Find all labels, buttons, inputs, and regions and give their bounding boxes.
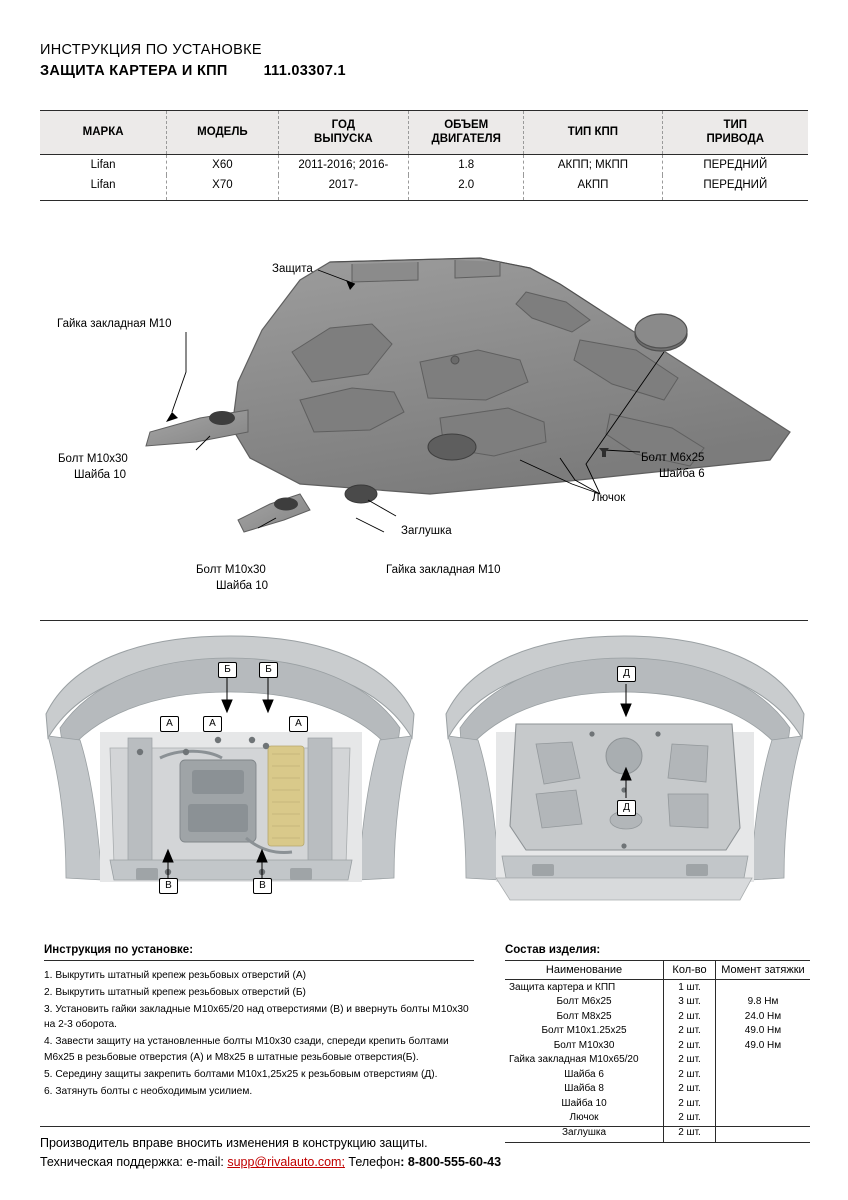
cell-torque: 49.0 Нм <box>715 1038 810 1053</box>
table-row <box>40 154 808 175</box>
cell-name: Защита картера и КПП <box>509 981 616 993</box>
cell-name: Заглушка <box>505 1125 664 1143</box>
cell-torque: 49.0 Нм <box>715 1024 810 1039</box>
list-item: 4. Завести защиту на установленные болты М10х30 сзади, спереди крепить болтами М6х25 в резьбовые отверстия (А) и М8х25 в штатные резьбовые отверстия(Б). <box>44 1036 449 1064</box>
label-plug: Заглушка <box>401 525 452 537</box>
installation-photos <box>0 628 848 928</box>
table-row <box>505 1053 810 1068</box>
table-row <box>505 1038 810 1053</box>
cell-qty: 2 шт. <box>664 1038 716 1053</box>
col-year: ГОД ВЫПУСКА <box>278 111 409 155</box>
instructions-title: Инструкция по установке: <box>44 944 194 956</box>
table-row <box>505 980 810 995</box>
footer-support <box>40 1153 810 1172</box>
cell-qty: 3 шт. <box>664 995 716 1010</box>
cell-qty: 2 шт. <box>664 1096 716 1111</box>
cell-engine: 2.0 <box>409 175 524 200</box>
callout-v-2: В <box>253 878 272 894</box>
divider-top <box>40 620 808 621</box>
document-header <box>40 42 810 79</box>
cell-qty: 1 шт. <box>664 980 716 995</box>
col-torque: Момент затяжки <box>715 961 810 980</box>
cell-model: X60 <box>167 154 278 175</box>
cell-drive: ПЕРЕДНИЙ <box>662 154 808 175</box>
cell-drive: ПЕРЕДНИЙ <box>662 175 808 200</box>
col-name: Наименование <box>505 961 664 980</box>
support-phone: 8-800-555-60-43 <box>407 1155 502 1170</box>
cell-name: Болт М10х1.25х25 <box>541 1025 627 1036</box>
table-row <box>505 995 810 1010</box>
cell-qty: 2 шт. <box>664 1009 716 1024</box>
instruction-title: ИНСТРУКЦИЯ ПО УСТАНОВКЕ <box>40 42 262 58</box>
instructions-rule <box>44 960 474 961</box>
callout-v-1: В <box>159 878 178 894</box>
col-engine-volume: ОБЪЕМ ДВИГАТЕЛЯ <box>409 111 524 155</box>
col-brand: МАРКА <box>40 111 167 155</box>
label-bolt-m10x30-bottom: Болт М10х30 Шайба 10 <box>196 564 269 592</box>
label-nut-bottom: Гайка закладная М10 <box>386 564 501 576</box>
callout-b-1: Б <box>218 662 237 678</box>
cell-transmission: АКПП; МКПП <box>524 154 662 175</box>
support-email-link[interactable]: supp@rivalauto.com; <box>227 1155 345 1170</box>
list-item: 1. Выкрутить штатный крепеж резьбовых отверстий (А) <box>44 970 307 981</box>
bracket-nut-rear <box>274 498 298 511</box>
composition-section <box>505 944 810 1143</box>
photo-with-plate <box>440 628 810 924</box>
spec-table-header-row <box>40 111 808 155</box>
table-row <box>505 1096 810 1111</box>
cell-year: 2011-2016; 2016- <box>278 154 409 175</box>
composition-header-row <box>505 961 810 980</box>
installation-instructions <box>44 944 474 1101</box>
table-row <box>40 175 808 200</box>
list-item: 2. Выкрутить штатный крепеж резьбовых отверстий (Б) <box>44 986 306 998</box>
phone-label: Телефон <box>344 1155 401 1170</box>
product-title-row <box>40 63 810 79</box>
photo-without-plate <box>40 628 420 924</box>
callout-a-1: А <box>160 716 179 732</box>
bracket-rear-left <box>238 494 310 532</box>
list-item: 3. Установить гайки закладные М10х65/20 над отверстиями (В) и ввернуть болты М10х30 на 2-3 оборота. <box>44 1003 469 1031</box>
col-model: МОДЕЛЬ <box>167 111 278 155</box>
product-code: 111.03307.1 <box>263 63 346 79</box>
composition-title: Состав изделия: <box>505 944 601 956</box>
list-item: 5. Середину защиты закрепить болтами М10х1,25х25 к резьбовым отверстиям (Д). <box>44 1068 438 1080</box>
bracket-nut-left <box>209 411 235 425</box>
cell-transmission: АКПП <box>524 175 662 200</box>
cell-name: Шайба 8 <box>564 1083 604 1094</box>
cell-torque <box>715 1067 810 1082</box>
col-drive-type: ТИП ПРИВОДА <box>662 111 808 155</box>
cell-brand: Lifan <box>90 179 116 192</box>
cell-name: Болт М10х30 <box>553 1039 615 1051</box>
list-item: 6. Затянуть болты с необходимым усилием. <box>44 1085 253 1097</box>
plate-hatch <box>606 738 642 774</box>
cell-qty: 2 шт. <box>664 1067 716 1082</box>
cell-torque: 24.0 Нм <box>715 1009 810 1024</box>
cell-torque: 9.8 Нм <box>715 995 810 1010</box>
cell-name: Гайка закладная М10х65/20 <box>509 1054 639 1065</box>
skid-plate-diagram <box>0 232 848 612</box>
phone-colon: : <box>400 1155 408 1170</box>
cell-name: Болт М6х25 <box>556 996 612 1007</box>
cell-torque <box>715 1082 810 1097</box>
label-hatch: Лючок <box>592 492 626 504</box>
cell-qty: 2 шт. <box>664 1024 716 1039</box>
product-title: ЗАЩИТА КАРТЕРА И КПП <box>40 63 228 79</box>
cell-torque <box>715 1111 810 1126</box>
vehicle-spec-table <box>40 110 808 201</box>
label-bolt-m10x30-top: Болт М10х30 Шайба 10 <box>58 453 128 481</box>
table-row <box>505 1082 810 1097</box>
table-row <box>505 1024 810 1039</box>
support-label: Техническая поддержка: e-mail: <box>40 1155 228 1170</box>
skid-plate-body <box>146 258 790 532</box>
col-transmission: ТИП КПП <box>524 111 662 155</box>
label-nut-top: Гайка закладная М10 <box>57 318 172 330</box>
hatch-hole-2 <box>428 434 476 460</box>
cell-name: Шайба 6 <box>564 1068 604 1080</box>
callout-b-2: Б <box>259 662 278 678</box>
col-qty: Кол-во <box>664 961 716 980</box>
cell-qty: 2 шт. <box>664 1082 716 1097</box>
cell-name: Болт М8х25 <box>556 1010 612 1022</box>
cell-name: Лючок <box>569 1112 599 1123</box>
footer-notice: Производитель вправе вносить изменения в конструкцию защиты. <box>40 1136 428 1150</box>
callout-d-1: Д <box>617 666 636 682</box>
label-protection: Защита <box>272 263 313 275</box>
callout-a-2: А <box>203 716 222 732</box>
cell-brand: Lifan <box>90 158 116 171</box>
cell-torque <box>715 1096 810 1111</box>
cell-qty: 2 шт. <box>664 1125 716 1143</box>
cell-qty: 2 шт. <box>664 1053 716 1068</box>
cell-torque <box>715 980 810 995</box>
cell-name: Шайба 10 <box>561 1097 607 1109</box>
callout-a-3: А <box>289 716 308 732</box>
callout-d-2: Д <box>617 800 636 816</box>
cell-torque <box>715 1053 810 1068</box>
table-row <box>505 1009 810 1024</box>
document-footer <box>40 1126 810 1173</box>
composition-table <box>505 960 810 1143</box>
cell-engine: 1.8 <box>409 154 524 175</box>
cell-qty: 2 шт. <box>664 1111 716 1126</box>
instructions-list <box>44 968 474 1100</box>
table-row <box>505 1111 810 1126</box>
label-bolt-m6x25: Болт М6х25 Шайба 6 <box>641 452 705 480</box>
plug-hole <box>345 485 377 503</box>
table-row <box>505 1067 810 1082</box>
diagram-svg <box>0 232 848 612</box>
footer-rule <box>40 1126 810 1127</box>
cell-year: 2017- <box>278 175 409 200</box>
cell-model: X70 <box>167 175 278 200</box>
